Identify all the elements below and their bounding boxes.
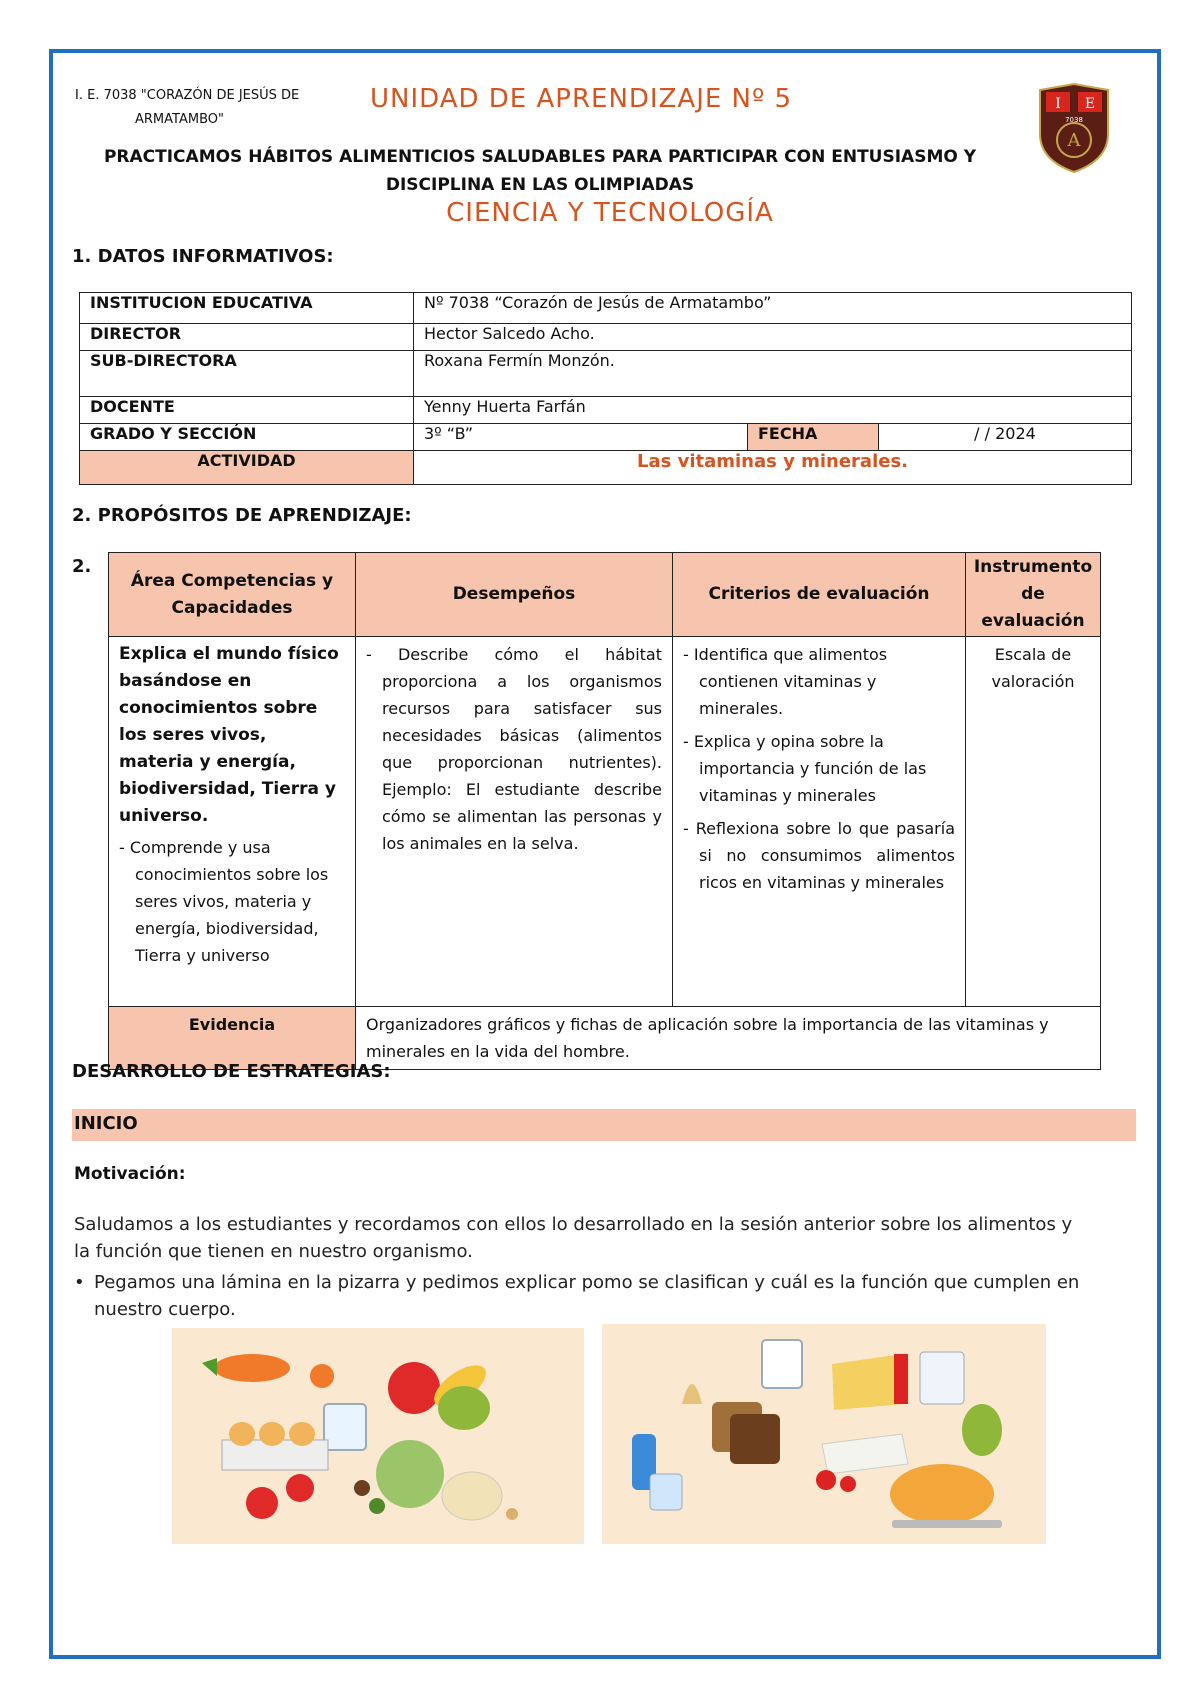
bullet-text: Pegamos una lámina en la pizarra y pedimos explicar pomo se clasifican y cuál es la función que cumplen en nuestro cuerpo. [94,1272,1080,1320]
svg-text:A: A [1067,130,1081,151]
school-shield-logo [1036,82,1112,174]
bullet-item [74,1269,1084,1323]
purposes-table [108,552,1101,1070]
inicio-bar [72,1109,1136,1141]
inicio-label: INICIO [74,1113,138,1134]
food-illustration-left [172,1328,584,1544]
school-name-line2: ARMATAMBO" [135,112,224,127]
criterio-item: - Explica y opina sobre la importancia y función de las vitaminas y minerales [683,732,927,805]
criterio-item: - Identifica que alimentos contienen vitaminas y minerales. [683,645,888,718]
subdirectora-label: SUB-DIRECTORA [80,351,414,397]
desempeno-cell [356,637,673,1007]
section-heading-propositos: 2. PROPÓSITOS DE APRENDIZAJE: [72,505,412,526]
subdirectora-value: Roxana Fermín Monzón. [414,351,1132,397]
docente-label: DOCENTE [80,397,414,424]
instrumento-value: Escala de valoración [966,637,1101,1007]
svg-text:I: I [1055,96,1061,112]
fecha-value: / / 2024 [879,424,1132,451]
area-title: CIENCIA Y TECNOLOGÍA [446,198,774,228]
header-area: Área Competencias y Capacidades [109,553,356,637]
grado-label: GRADO Y SECCIÓN [80,424,414,451]
institucion-value: Nº 7038 “Corazón de Jesús de Armatambo” [414,293,1132,324]
section-heading-desarrollo: DESARROLLO DE ESTRATEGIAS: [72,1061,391,1082]
capacidad: - Comprende y usa conocimientos sobre los seres vivos, materia y energía, biodiversidad, Tierra y universo [119,838,329,965]
docente-value: Yenny Huerta Farfán [414,397,1132,424]
evidencia-label: Evidencia [109,1007,356,1070]
competencia: Explica el mundo físico basándose en conocimientos sobre los seres vivos, materia y energía, biodiversidad, Tierra y universo. [119,644,339,826]
section-number: 2. [72,556,92,577]
evidencia-value: Organizadores gráficos y fichas de aplicación sobre la importancia de las vitaminas y minerales en la vida del hombre. [356,1007,1101,1070]
director-value: Hector Salcedo Acho. [414,324,1132,351]
school-name-line1: I. E. 7038 "CORAZÓN DE JESÚS DE [75,88,300,103]
area-cell [109,637,356,1007]
food-illustration-right [602,1324,1046,1544]
unit-subtitle [90,143,990,199]
svg-text:7038: 7038 [1065,116,1083,124]
unit-subtitle-line1: PRACTICAMOS HÁBITOS ALIMENTICIOS SALUDABLES PARA PARTICIPAR CON ENTUSIASMO Y [103,147,977,167]
section-heading-datos: 1. DATOS INFORMATIVOS: [72,246,334,267]
actividad-value: Las vitaminas y minerales. [414,451,1132,485]
motivacion-paragraph: Saludamos a los estudiantes y recordamos con ellos lo desarrollado en la sesión anterior sobre los alimentos y la función que tienen en nuestro organismo. [74,1214,1073,1262]
fecha-label: FECHA [748,424,879,451]
director-label: DIRECTOR [80,324,414,351]
svg-text:E: E [1084,96,1096,112]
grado-value: 3º “B” [414,424,748,451]
institucion-label: INSTITUCION EDUCATIVA [80,293,414,324]
header-desempenos: Desempeños [356,553,673,637]
criterios-cell [673,637,966,1007]
header-instrumento: Instrumento de evaluación [966,553,1101,637]
header-criterios: Criterios de evaluación [673,553,966,637]
school-name [75,84,335,132]
actividad-label: ACTIVIDAD [80,451,414,485]
unit-subtitle-line2: DISCIPLINA EN LAS OLIMPIADAS [385,175,695,195]
criterio-item: - Reflexiona sobre lo que pasaría si no consumimos alimentos ricos en vitaminas y minerales [683,819,955,892]
bullet-dot-icon: • [74,1272,85,1293]
desempeno: - Describe cómo el hábitat proporciona a los organismos recursos para satisfacer sus necesidades básicas (alimentos que proporcionan nutrientes). Ejemplo: El estudiante describe cómo se alimentan las personas y los animales en la selva. [366,645,662,853]
info-table [79,292,1132,485]
unit-title: UNIDAD DE APRENDIZAJE Nº 5 [370,84,793,114]
motivacion-heading: Motivación: [74,1164,186,1184]
